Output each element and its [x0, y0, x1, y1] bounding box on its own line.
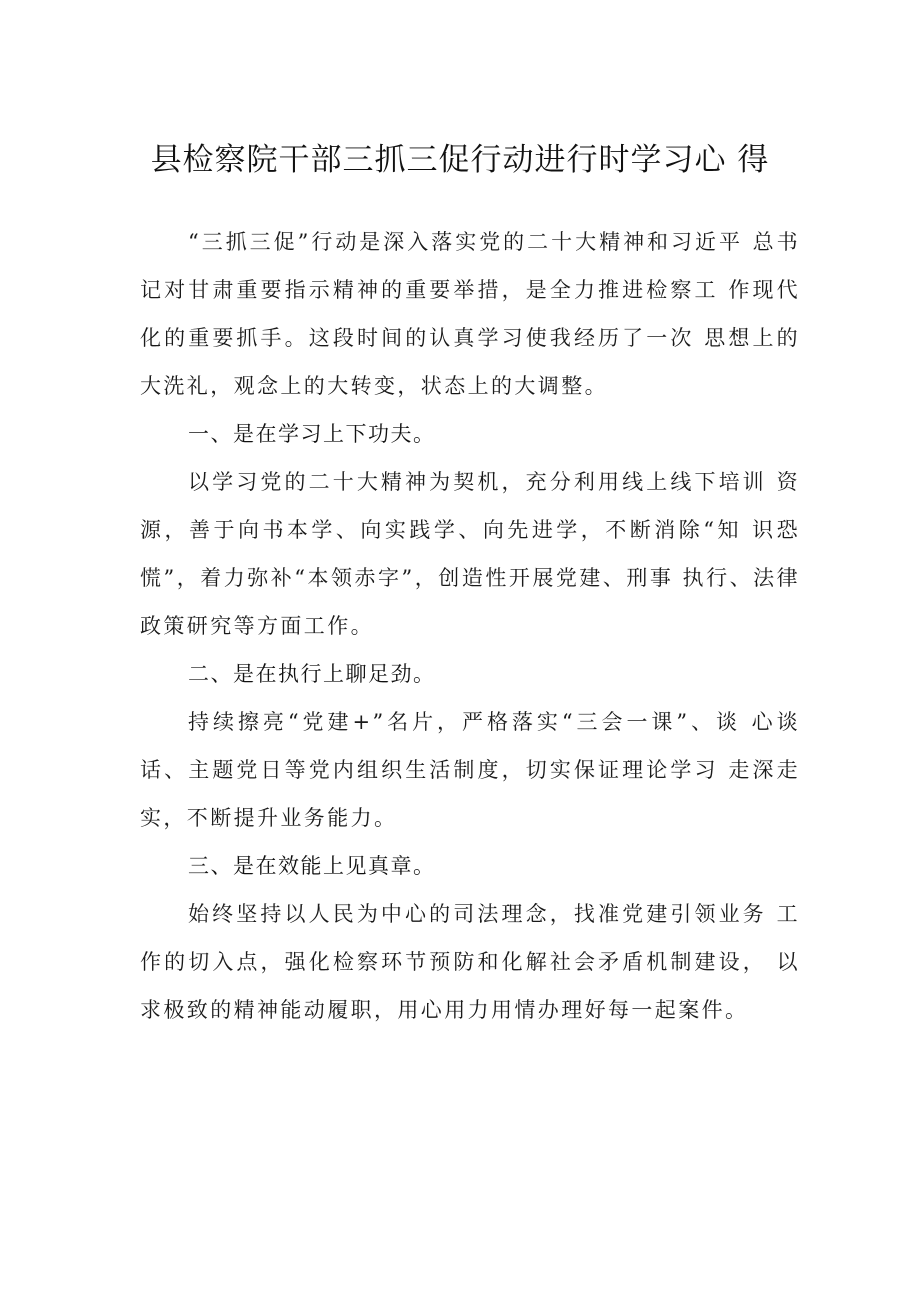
- section-paragraph-2: 持续擦亮“党建+”名片，严格落实“三会一课”、谈 心谈话、主题党日等党内组织生活制度，切实保证理论学习 走深走实，不断提升业务能力。: [140, 710, 800, 830]
- intro-paragraph: “三抓三促”行动是深入落实党的二十大精神和习近平 总书记对甘肃重要指示精神的重要举措，是全力推进检察工 作现代化的重要抓手。这段时间的认真学习使我经历了一次 思想上的大洗礼，观念上的大转变，状态上的大调整。: [140, 230, 800, 398]
- section-heading-2: 二、是在执行上聊足劲。: [188, 662, 436, 686]
- section-paragraph-3: 始终坚持以人民为中心的司法理念，找准党建引领业务 工作的切入点，强化检察环节预防和化解社会矛盾机制建设， 以求极致的精神能动履职，用心用力用情办理好每一起案件。: [140, 902, 800, 1022]
- document-body: [140, 218, 800, 1034]
- document-title: 县检察院干部三抓三促行动进行时学习心 得: [150, 142, 770, 178]
- section-paragraph-1: 以学习党的二十大精神为契机，充分利用线上线下培训 资源，善于向书本学、向实践学、向先进学，不断消除“知 识恐慌”，着力弥补“本领赤字”，创造性开展党建、刑事 执行、法律政策研究等方面工作。: [140, 470, 800, 638]
- section-heading-1: 一、是在学习上下功夫。: [188, 422, 436, 446]
- section-heading-3: 三、是在效能上见真章。: [188, 854, 436, 878]
